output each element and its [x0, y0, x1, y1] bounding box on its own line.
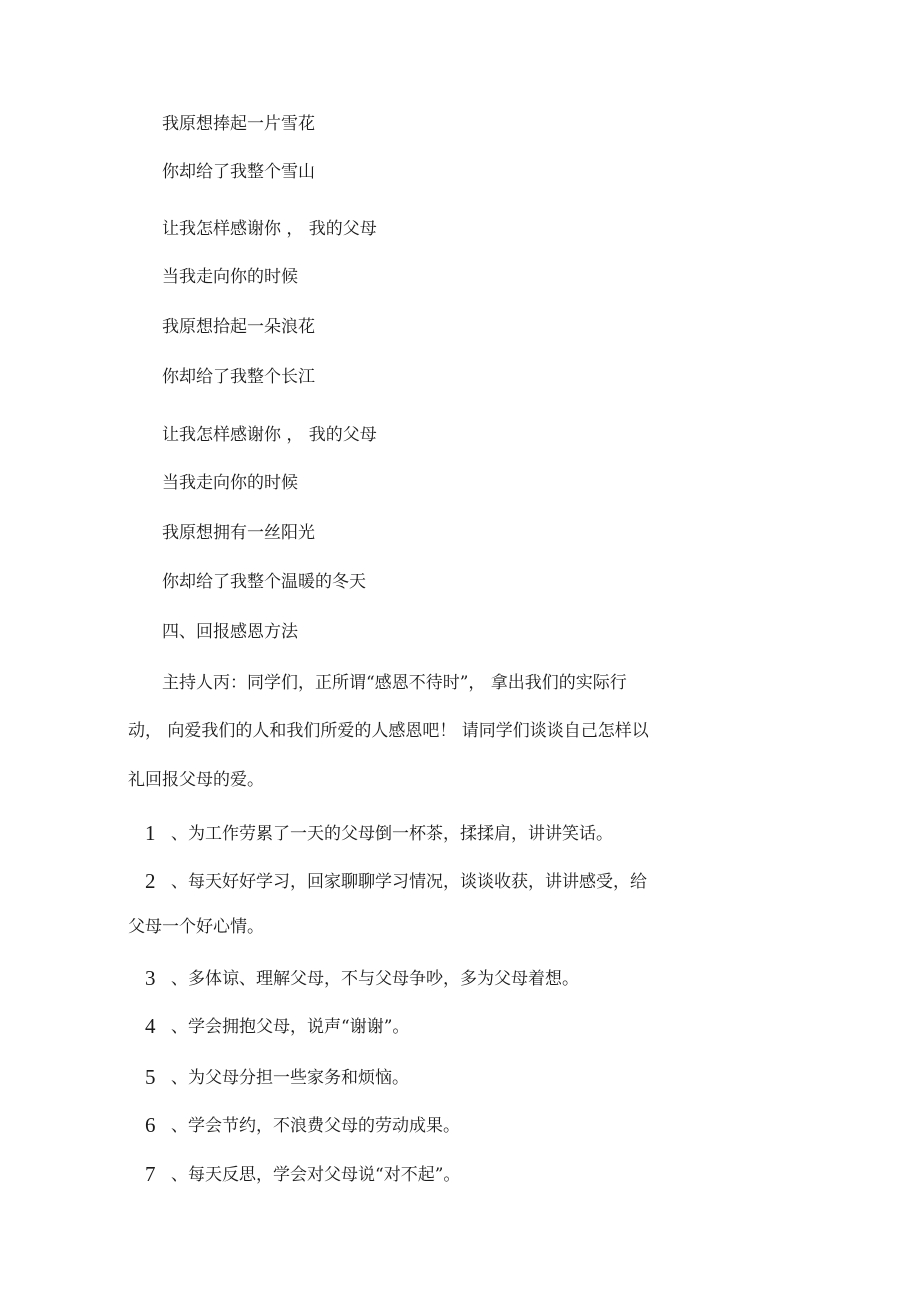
list-item: [145, 1113, 460, 1138]
item-text: 、每天好好学习，回家聊聊学习情况，谈谈收获，讲讲感受，给: [171, 872, 647, 892]
item-text: 、多体谅、理解父母，不与父母争吵，多为父母着想。: [171, 969, 579, 989]
poem-line: 让我怎样感谢你 ， 我的父母: [162, 219, 377, 239]
item-text: 、学会拥抱父母，说声“谢谢”。: [171, 1017, 410, 1037]
paragraph-line: 动， 向爱我们的人和我们所爱的人感恩吧！ 请同学们谈谈自己怎样以: [128, 721, 649, 741]
item-number: 6: [145, 1113, 156, 1137]
item-number: 3: [145, 966, 156, 990]
paragraph-line: 礼回报父母的爱。: [128, 770, 264, 790]
poem-line: 我原想拾起一朵浪花: [162, 317, 315, 337]
section-heading: 四、回报感恩方法: [162, 622, 298, 642]
item-number: 2: [145, 869, 156, 893]
item-number: 5: [145, 1065, 156, 1089]
list-item: [145, 869, 647, 894]
item-text: 、为工作劳累了一天的父母倒一杯茶，揉揉肩，讲讲笑话。: [171, 824, 613, 844]
item-number: 1: [145, 821, 156, 845]
item-text: 、学会节约，不浪费父母的劳动成果。: [171, 1116, 460, 1136]
poem-line: 你却给了我整个温暖的冬天: [162, 572, 366, 592]
item-number: 7: [145, 1162, 156, 1186]
poem-line: 当我走向你的时候: [162, 267, 298, 287]
paragraph-line: 主持人丙：同学们，正所谓“感恩不待时”， 拿出我们的实际行: [162, 673, 627, 693]
poem-line: 你却给了我整个雪山: [162, 162, 315, 182]
poem-line: 让我怎样感谢你 ， 我的父母: [162, 425, 377, 445]
list-item: [145, 1065, 409, 1090]
poem-line: 当我走向你的时候: [162, 473, 298, 493]
list-item: [145, 1014, 409, 1039]
poem-line: 我原想拥有一丝阳光: [162, 523, 315, 543]
item-text: 、为父母分担一些家务和烦恼。: [171, 1068, 409, 1088]
list-item: [145, 1162, 460, 1187]
poem-line: 你却给了我整个长江: [162, 367, 315, 387]
list-item: [145, 966, 579, 991]
item-continuation: 父母一个好心情。: [128, 917, 264, 937]
item-number: 4: [145, 1014, 156, 1038]
list-item: [145, 821, 613, 846]
poem-line: 我原想捧起一片雪花: [162, 114, 315, 134]
item-text: 、每天反思，学会对父母说“对不起”。: [171, 1165, 461, 1185]
